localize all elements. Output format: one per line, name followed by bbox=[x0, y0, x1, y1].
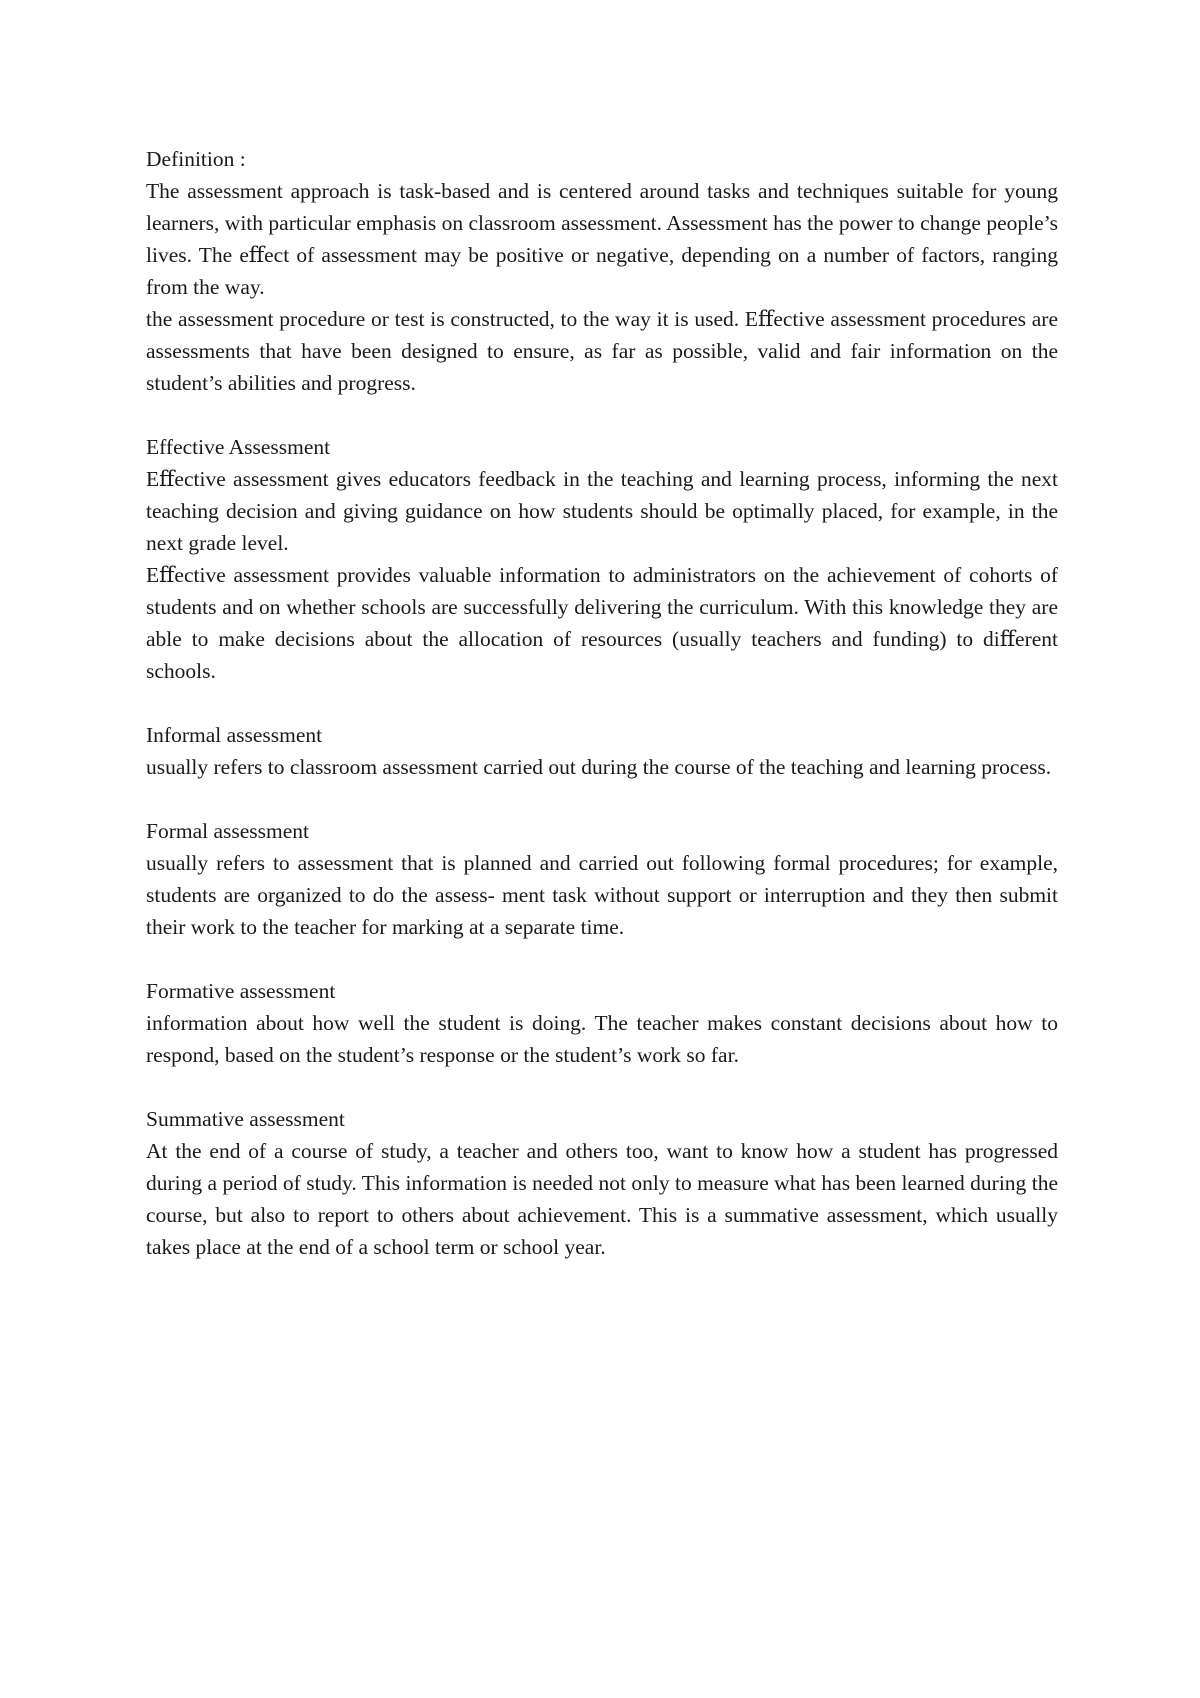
section-paragraph: At the end of a course of study, a teacher and others too, want to know how a student has progressed during a period of study. This information is needed not only to measure what has been learned during the course, but also to report to others about achievement. This is a summative assessment, which usually takes place at the end of a school term or school year. bbox=[146, 1139, 1058, 1259]
section-paragraph: Eﬀective assessment gives educators feedback in the teaching and learning process, informing the next teaching decision and giving guidance on how students should be optimally placed, for example, in the next grade level. bbox=[146, 467, 1058, 555]
section-heading: Definition : bbox=[146, 147, 246, 171]
section-effective-assessment bbox=[146, 431, 1058, 687]
section-heading: Effective Assessment bbox=[146, 435, 331, 459]
section-heading: Formal assessment bbox=[146, 819, 310, 843]
section-summative-assessment bbox=[146, 1103, 1058, 1263]
section-definition bbox=[146, 143, 1058, 399]
section-informal-assessment bbox=[146, 719, 1058, 783]
section-paragraph: usually refers to assessment that is planned and carried out following formal procedures; for example, students are organized to do the assess- ment task without support or interruption and they then submit their work to the teacher for marking at a separate time. bbox=[146, 851, 1058, 939]
section-heading: Summative assessment bbox=[146, 1107, 345, 1131]
section-paragraph: information about how well the student is doing. The teacher makes constant decisions about how to respond, based on the student’s response or the student’s work so far. bbox=[146, 1011, 1058, 1067]
section-formal-assessment bbox=[146, 815, 1058, 943]
section-paragraph: the assessment procedure or test is constructed, to the way it is used. Eﬀective assessment procedures are assessments that have been designed to ensure, as far as possible, valid and fair information on the student’s abilities and progress. bbox=[146, 307, 1058, 395]
section-heading: Informal assessment bbox=[146, 723, 323, 747]
section-heading: Formative assessment bbox=[146, 979, 336, 1003]
section-paragraph: Eﬀective assessment provides valuable information to administrators on the achievement of cohorts of students and on whether schools are successfully delivering the curriculum. With this knowledge they are able to make decisions about the allocation of resources (usually teachers and funding) to diﬀerent schools. bbox=[146, 563, 1058, 683]
document-body bbox=[146, 143, 1058, 1295]
section-paragraph: The assessment approach is task-based and is centered around tasks and techniques suitable for young learners, with particular emphasis on classroom assessment. Assessment has the power to change people’s lives. The eﬀect of assessment may be positive or negative, depending on a number of factors, ranging from the way. bbox=[146, 179, 1058, 299]
section-paragraph: usually refers to classroom assessment carried out during the course of the teaching and learning process. bbox=[146, 755, 1052, 779]
section-formative-assessment bbox=[146, 975, 1058, 1071]
